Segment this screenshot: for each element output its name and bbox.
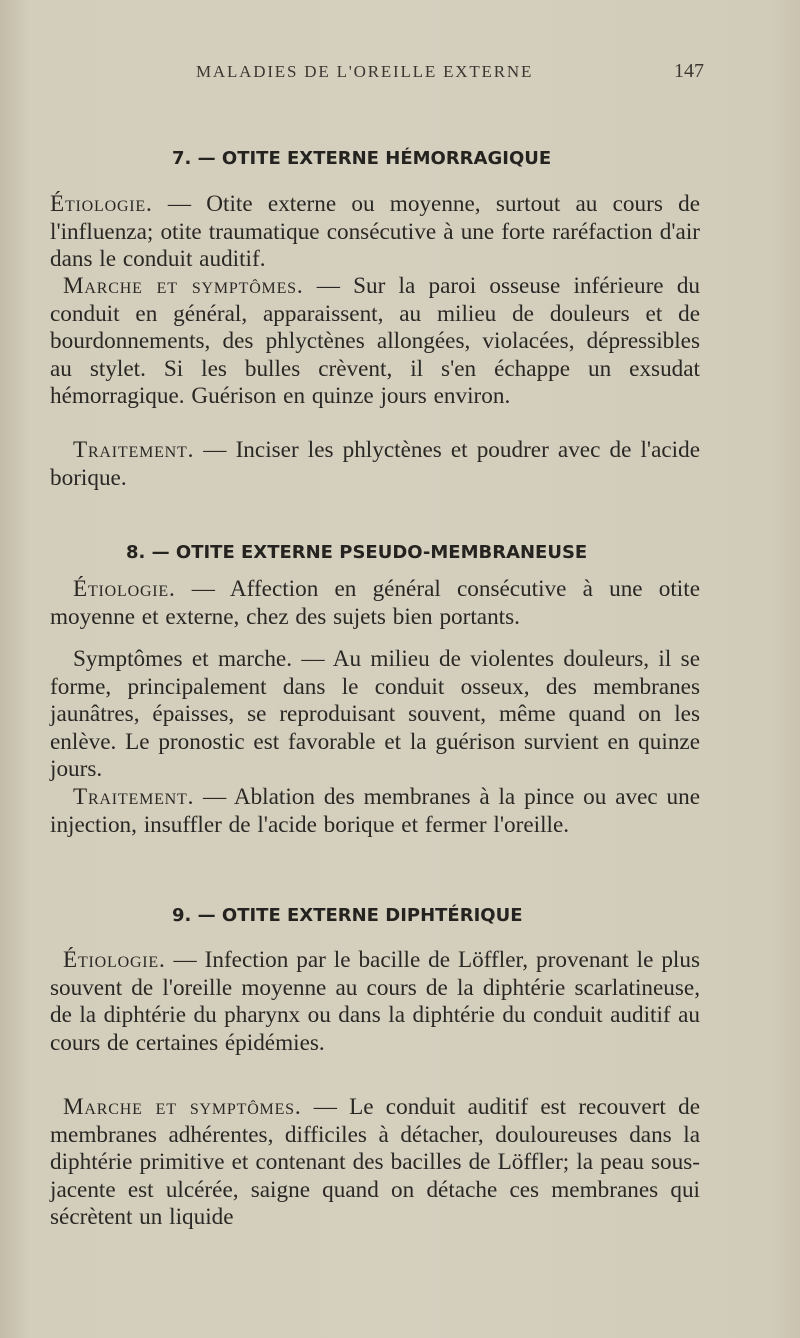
paragraph	[50, 437, 700, 492]
paragraph-text: — Otite externe ou moyenne, surtout au cours de l'influenza; otite traumatique consécutive à une forte raréfaction d'air dans le conduit auditif.	[50, 191, 700, 273]
paragraph-lead: Marche et symptômes.	[63, 1094, 302, 1120]
paragraph	[50, 784, 700, 839]
paragraph-text: — Sur la paroi osseuse inférieure du conduit en général, apparaissent, au milieu de douleurs et de bourdonnements, des phlyctènes allongées, violacées, dépressibles au stylet. Si les bulles crèvent, il s'en échappe un exsudat hémorragique. Guérison en quinze jours environ.	[50, 273, 701, 410]
paragraph-lead: Étiologie.	[73, 576, 176, 602]
paragraph-text: — Affection en général consécutive à une otite moyenne et externe, chez des sujets bien portants.	[50, 576, 700, 630]
paragraph-lead: Étiologie.	[50, 191, 153, 217]
page-number: 147	[674, 60, 704, 82]
paragraph-text: — Inciser les phlyctènes et poudrer avec de l'acide borique.	[50, 437, 700, 491]
running-title: MALADIES DE L'OREILLE EXTERNE	[196, 62, 534, 81]
paragraph	[50, 273, 700, 411]
paragraph	[50, 191, 700, 274]
paragraph-lead: Étiologie.	[63, 947, 166, 973]
paragraph-text: — Ablation des membranes à la pince ou avec une injection, insuffler de l'acide borique et fermer l'oreille.	[50, 784, 700, 838]
section-heading-text: 7. — OTITE EXTERNE HÉMORRAGIQUE	[172, 148, 552, 169]
paragraph-lead: Traitement.	[73, 437, 195, 463]
paragraph	[50, 646, 700, 784]
paragraph-text: — Le conduit auditif est recouvert de membranes adhérentes, difficiles à détacher, douloureuses dans la diphtérie primitive et contenant des bacilles de Löffler; la peau sous-jacente est ulcérée, saigne quand on détache ces membranes qui sécrètent un liquide	[50, 1094, 700, 1231]
paragraph	[50, 576, 700, 631]
running-head	[0, 62, 800, 86]
section-heading-text: 9. — OTITE EXTERNE DIPHTÉRIQUE	[172, 905, 523, 926]
paragraph-lead: Symptômes et marche.	[73, 646, 293, 672]
paragraph-lead: Traitement.	[73, 784, 195, 810]
paragraph	[50, 1094, 700, 1232]
paragraph	[50, 947, 700, 1057]
paragraph-lead: Marche et symptômes.	[63, 273, 304, 299]
paragraph-text: — Infection par le bacille de Löffler, provenant le plus souvent de l'oreille moyenne au cours de la diphtérie scarlatineuse, de la diphtérie du pharynx ou dans la diphtérie du conduit auditif au cours de certaines épidémies.	[50, 947, 700, 1056]
paragraph-text: — Au milieu de violentes douleurs, il se forme, principalement dans le conduit osseux, des membranes jaunâtres, épaisses, se reproduisant souvent, même quand on les enlève. Le pronostic est favorable et la guérison survient en quinze jours.	[50, 646, 701, 783]
section-heading-text: 8. — OTITE EXTERNE PSEUDO-MEMBRANEUSE	[126, 542, 588, 563]
